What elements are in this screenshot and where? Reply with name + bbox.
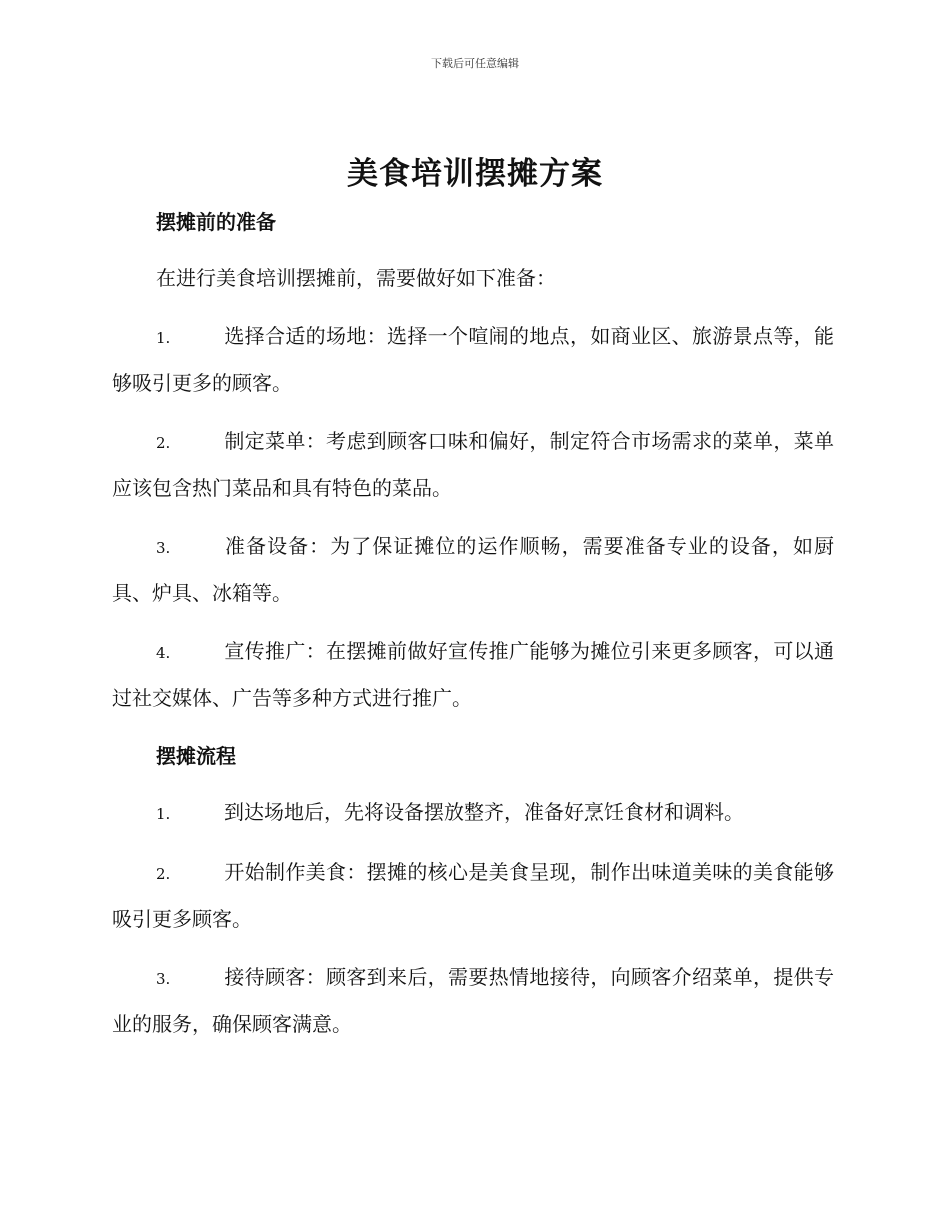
list-item [112,955,834,1047]
section-preparation [112,200,834,721]
section-heading: 摆摊流程 [156,744,236,768]
list-item [112,314,834,406]
list-item-text: 到达场地后，先将设备摆放整齐，准备好烹饪食材和调料。 [224,800,744,824]
section-process [112,734,834,1047]
list-item [112,629,834,721]
section-intro: 在进行美食培训摆摊前，需要做好如下准备： [156,266,556,290]
list-item-text: 宣传推广：在摆摊前做好宣传推广能够为摊位引来更多顾客，可以通过社交媒体、广告等多种方式进行推广。 [112,639,834,710]
section-heading: 摆摊前的准备 [156,210,276,234]
list-item-text: 准备设备：为了保证摊位的运作顺畅，需要准备专业的设备，如厨具、炉具、冰箱等。 [112,534,834,605]
list-item-number: 1. [156,805,171,823]
list-item [112,524,834,616]
document-title: 美食培训摆摊方案 [347,156,603,192]
list-item [112,419,834,511]
list-item-number: 4. [156,644,171,662]
list-item-text: 制定菜单：考虑到顾客口味和偏好，制定符合市场需求的菜单，菜单应该包含热门菜品和具有特色的菜品。 [112,429,834,500]
list-item-text: 开始制作美食：摆摊的核心是美食呈现，制作出味道美味的美食能够吸引更多顾客。 [112,860,834,931]
list-item-number: 1. [156,329,171,347]
list-item-text: 接待顾客：顾客到来后，需要热情地接待，向顾客介绍菜单，提供专业的服务，确保顾客满意。 [112,965,834,1036]
list-item [112,850,834,942]
list-item-number: 3. [156,539,171,557]
list-item-number: 3. [156,970,171,988]
list-item [112,790,834,837]
list-item-text: 选择合适的场地：选择一个喧闹的地点，如商业区、旅游景点等，能够吸引更多的顾客。 [112,324,834,395]
list-item-number: 2. [156,434,171,452]
list-item-number: 2. [156,865,171,883]
document-body [112,200,834,1060]
header-note: 下载后可任意编辑 [431,57,519,70]
